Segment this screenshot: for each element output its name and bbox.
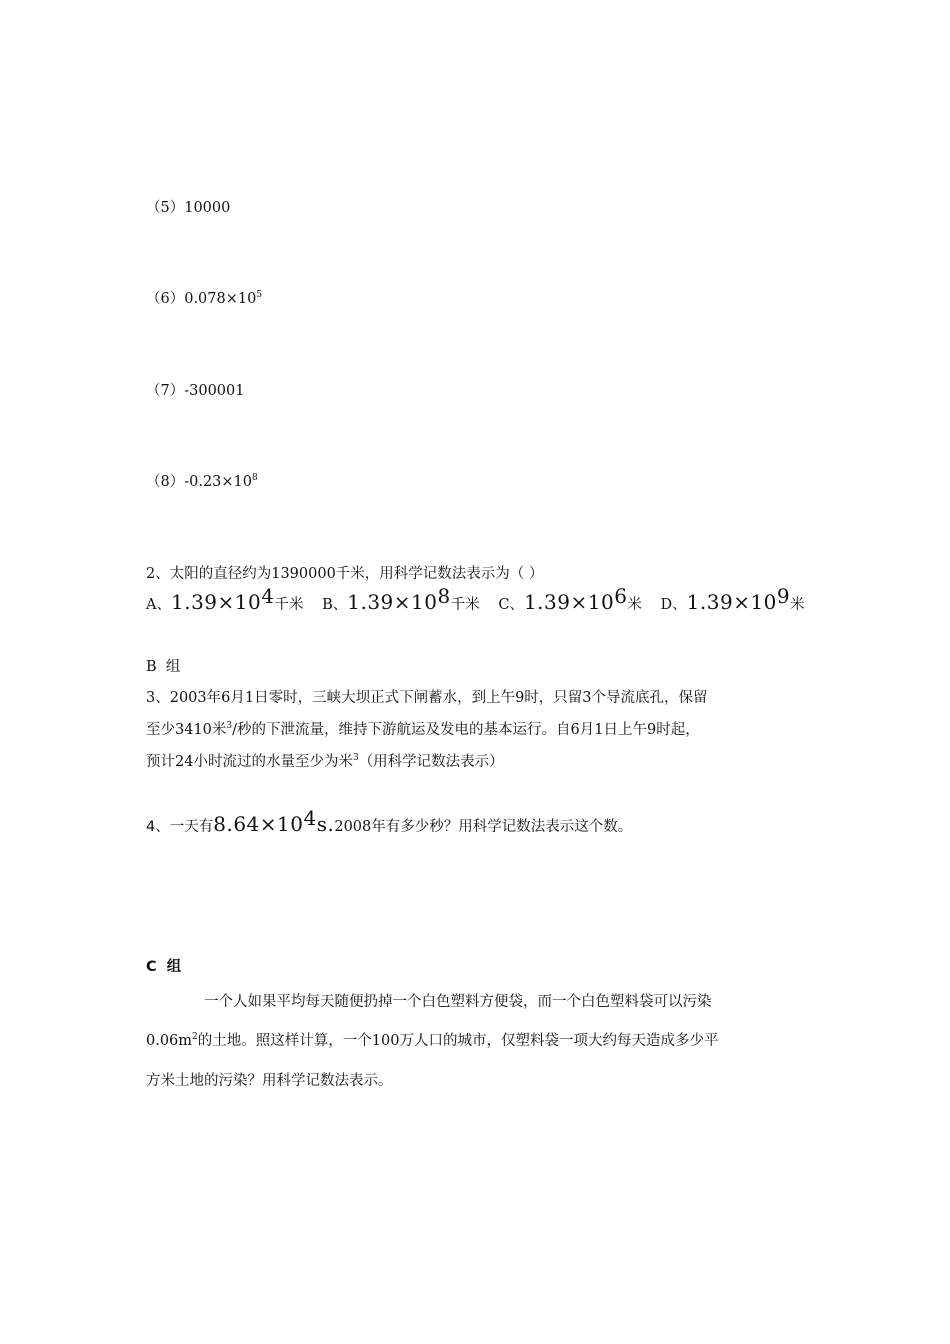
option-b-value: 1.39×10	[347, 590, 438, 614]
option-c-value: 1.39×10	[523, 590, 615, 614]
question-4-unit: s.	[316, 812, 335, 836]
group-c-text-1: 一个人如果平均每天随便扔掉一个白色塑料方便袋，而一个白色塑料袋可以污染	[204, 994, 712, 1010]
option-b-unit: 千米	[450, 597, 480, 613]
option-d-unit: 米	[790, 597, 805, 613]
question-3-text-3b: （用科学记数法表示）	[358, 754, 504, 770]
group-c-text-2a: 0.06m	[146, 1033, 193, 1049]
item-6-text: （6）0.078×10	[146, 291, 257, 307]
question-2-stem	[146, 564, 543, 584]
option-d-value: 1.39×10	[686, 590, 777, 614]
question-3-text-2b: /秒的下泄流量，维持下游航运及发电的基本运行。自6月1日上午9时起，	[232, 722, 700, 738]
question-3-sup-3: 3	[352, 753, 359, 763]
item-6-exponent: 5	[256, 290, 263, 300]
group-c-text-3: 方米土地的污染？用科学记数法表示。	[146, 1073, 393, 1089]
group-b-heading	[146, 657, 180, 677]
item-5-text: （5）10000	[146, 200, 231, 216]
question-3-text-3a: 预计24小时流过的水量至少为米	[146, 754, 353, 770]
group-b-label: B 组	[146, 659, 181, 675]
item-7-text: （7）-300001	[146, 383, 245, 399]
question-3-text-1: 3、2003年6月1日零时，三峡大坝正式下闸蓄水，到上午9时，只留3个导流底孔，保留	[146, 690, 708, 706]
item-5	[146, 198, 230, 218]
question-3-line-1	[146, 688, 708, 708]
option-a-prefix: A、	[146, 597, 171, 613]
option-d-exponent: 9	[776, 584, 791, 608]
option-a	[146, 584, 304, 614]
option-b-prefix: B、	[322, 597, 348, 613]
item-6	[146, 289, 262, 309]
question-4-prefix: 4、一天有	[146, 819, 214, 835]
group-c-line-3	[146, 1071, 393, 1091]
group-c-label: C 组	[146, 959, 182, 975]
question-3-line-3	[146, 752, 504, 772]
option-c-unit: 米	[627, 597, 642, 613]
option-a-value: 1.39×10	[170, 590, 262, 614]
option-a-exponent: 4	[261, 584, 275, 608]
question-4-rest: 2008年有多少秒？用科学记数法表示这个数。	[334, 819, 633, 835]
group-c-heading	[146, 957, 181, 977]
question-2-options	[146, 584, 805, 615]
option-c-exponent: 6	[614, 584, 628, 608]
question-4-value: 8.64×10	[213, 812, 304, 836]
item-8-text: （8）-0.23×10	[146, 474, 253, 490]
group-c-line-2	[146, 1031, 718, 1051]
option-c-prefix: C、	[498, 597, 524, 613]
option-d	[660, 584, 805, 614]
item-7	[146, 381, 244, 401]
question-2-text: 2、太阳的直径约为1390000千米，用科学记数法表示为（ ）	[146, 566, 544, 582]
group-c-text-2b: 的土地。照这样计算，一个100万人口的城市，仅塑料袋一项大约每天造成多少平	[197, 1033, 719, 1049]
option-a-unit: 千米	[274, 597, 304, 613]
question-3-text-2a: 至少3410米	[146, 722, 227, 738]
question-4-exponent: 4	[303, 806, 317, 830]
question-3-sup-2: 3	[226, 721, 233, 731]
item-8	[146, 472, 258, 492]
group-c-sup-2: 2	[192, 1032, 198, 1042]
option-b-exponent: 8	[437, 584, 451, 608]
question-3-line-2	[146, 720, 700, 740]
option-b	[322, 584, 480, 614]
group-c-line-1	[146, 992, 806, 1012]
option-d-prefix: D、	[660, 597, 687, 613]
option-c	[498, 584, 642, 614]
item-8-exponent: 8	[252, 473, 258, 483]
question-4	[146, 806, 633, 837]
